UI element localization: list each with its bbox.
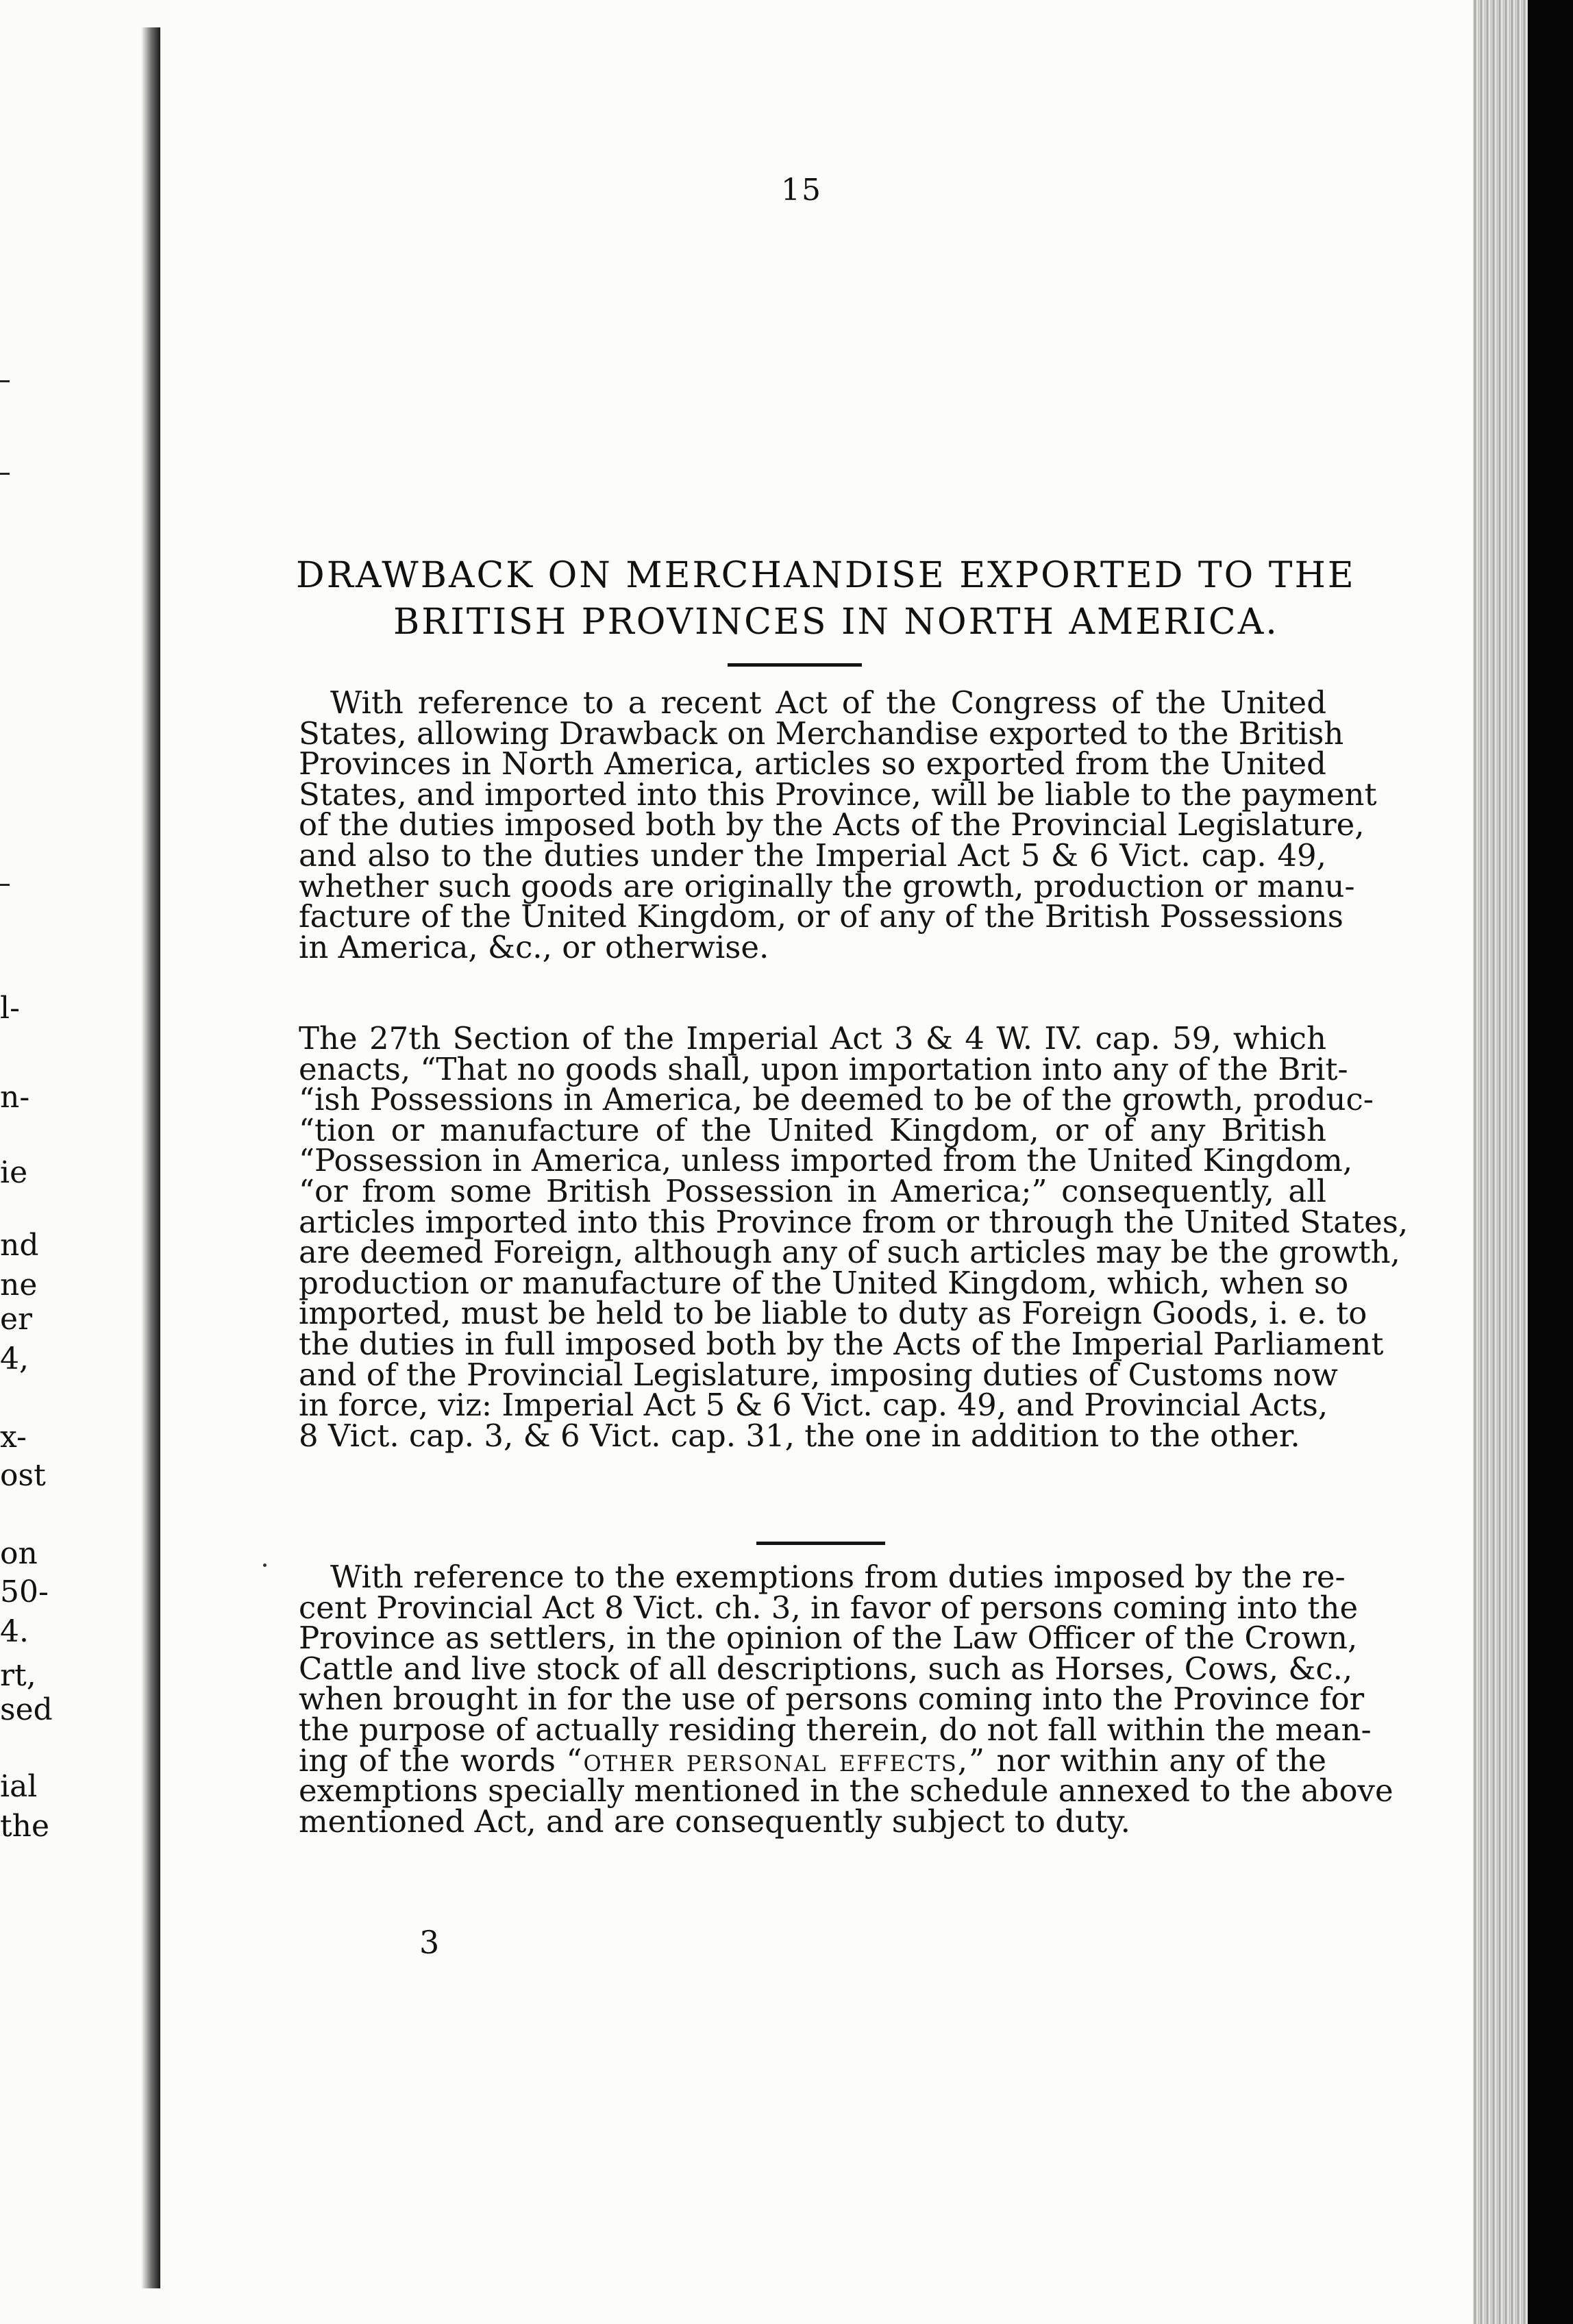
text-line: in force, viz: Imperial Act 5 & 6 Vict. cap. 49, and Provincial Acts,	[299, 1387, 1328, 1424]
text-line: mentioned Act, and are consequently subject to duty.	[299, 1803, 1130, 1840]
left-page-fragment: ost	[0, 1458, 46, 1493]
left-page-fragment: on	[0, 1536, 38, 1571]
left-page-fragment: sed	[0, 1692, 53, 1727]
left-page-fragment: nd	[0, 1228, 39, 1263]
page-number: 15	[781, 173, 822, 208]
text-line: With reference to a recent Act of the Congress of the United	[330, 684, 1326, 721]
text-line: articles imported into this Province from or through the United States,	[299, 1203, 1409, 1240]
left-page-fragment: ie	[0, 1155, 28, 1190]
left-page-fragment: 4.	[0, 1614, 29, 1649]
text-line-with-smallcaps	[299, 1742, 1326, 1779]
left-page-fragment: l-	[0, 991, 20, 1026]
text-line: imported, must be held to be liable to duty as Foreign Goods, i. e. to	[299, 1295, 1367, 1332]
text-line: of the duties imposed both by the Acts of the Provincial Legislature,	[299, 806, 1365, 843]
text-line: “ish Possessions in America, be deemed to be of the growth, produc-	[299, 1081, 1374, 1118]
text-line: and of the Provincial Legislature, imposing duties of Customs now	[299, 1356, 1338, 1393]
left-page-fragment: 50-	[0, 1574, 49, 1609]
page-edge-shadow	[1528, 0, 1573, 2324]
text-line: “Possession in America, unless imported from the United Kingdom,	[299, 1142, 1353, 1179]
text-line: States, allowing Drawback on Merchandise exported to the British	[299, 715, 1344, 752]
text-line: in America, &c., or otherwise.	[299, 928, 769, 965]
text-line: whether such goods are originally the growth, production or manu-	[299, 867, 1355, 904]
left-page-fragment: x-	[0, 1420, 27, 1455]
text-line: cent Provincial Act 8 Vict. ch. 3, in favor of persons coming into the	[299, 1589, 1359, 1626]
text-line: when brought in for the use of persons coming into the Province for	[299, 1681, 1365, 1718]
other-personal-effects-term: “other personal effects,”	[566, 1742, 987, 1779]
paragraph-drawback-notice	[299, 684, 1377, 965]
text-line: With reference to the exemptions from duties imposed by the re-	[330, 1559, 1346, 1595]
text-line: production or manufacture of the United Kingdom, which, when so	[299, 1264, 1349, 1301]
left-facing-page	[0, 0, 171, 2324]
text-line: 8 Vict. cap. 3, & 6 Vict. cap. 31, the one in addition to the other.	[299, 1417, 1300, 1454]
text-line: the duties in full imposed both by the Acts of the Imperial Parliament	[299, 1325, 1384, 1362]
text-line: the purpose of actually residing therein, do not fall within the mean-	[299, 1711, 1372, 1748]
paragraph-settlers-exemption	[299, 1559, 1394, 1840]
left-page-gutter	[141, 27, 160, 2288]
text-segment: ing of the words	[299, 1742, 567, 1779]
paragraph-section-27	[299, 1020, 1409, 1454]
heading-line-1: DRAWBACK ON MERCHANDISE EXPORTED TO THE	[296, 555, 1356, 596]
text-line: States, and imported into this Province, will be liable to the payment	[299, 776, 1377, 813]
text-line: and also to the duties under the Imperial Act 5 & 6 Vict. cap. 49,	[299, 837, 1326, 874]
text-segment: nor within any of the	[986, 1742, 1326, 1779]
text-line: exemptions specially mentioned in the schedule annexed to the above	[299, 1772, 1394, 1809]
text-line: Cattle and live stock of all descriptions, such as Horses, Cows, &c.,	[299, 1650, 1353, 1687]
left-page-fragment: n-	[0, 1080, 30, 1115]
print-speck	[263, 1563, 267, 1567]
left-page-fragment: ial	[0, 1769, 38, 1804]
left-page-mark	[0, 884, 10, 886]
section-rule	[756, 1542, 885, 1545]
section-rule	[728, 663, 862, 667]
text-line: facture of the United Kingdom, or of any of the British Possessions	[299, 898, 1343, 935]
page-edge	[1473, 0, 1528, 2324]
text-line: “tion or manufacture of the United Kingdom, or of any British	[299, 1111, 1326, 1148]
left-page-fragment: ne	[0, 1268, 38, 1302]
text-line: are deemed Foreign, although any of such articles may be the growth,	[299, 1234, 1400, 1271]
text-line: “or from some British Possession in America;” consequently, all	[299, 1172, 1326, 1209]
left-page-mark	[0, 473, 10, 475]
text-line: The 27th Section of the Imperial Act 3 & 4 W. IV. cap. 59, which	[299, 1020, 1326, 1056]
heading-line-2: BRITISH PROVINCES IN NORTH AMERICA.	[393, 602, 1279, 643]
text-line: enacts, “That no goods shall, upon importation into any of the Brit-	[299, 1050, 1348, 1087]
left-page-fragment: rt,	[0, 1658, 36, 1693]
left-page-fragment: the	[0, 1809, 50, 1844]
signature-mark: 3	[419, 1924, 440, 1961]
left-page-fragment: 4,	[0, 1342, 29, 1376]
left-page-mark	[0, 380, 10, 382]
text-line: Province as settlers, in the opinion of the Law Officer of the Crown,	[299, 1620, 1358, 1657]
left-page-fragment: er	[0, 1302, 33, 1337]
text-line: Provinces in North America, articles so exported from the United	[299, 745, 1326, 782]
